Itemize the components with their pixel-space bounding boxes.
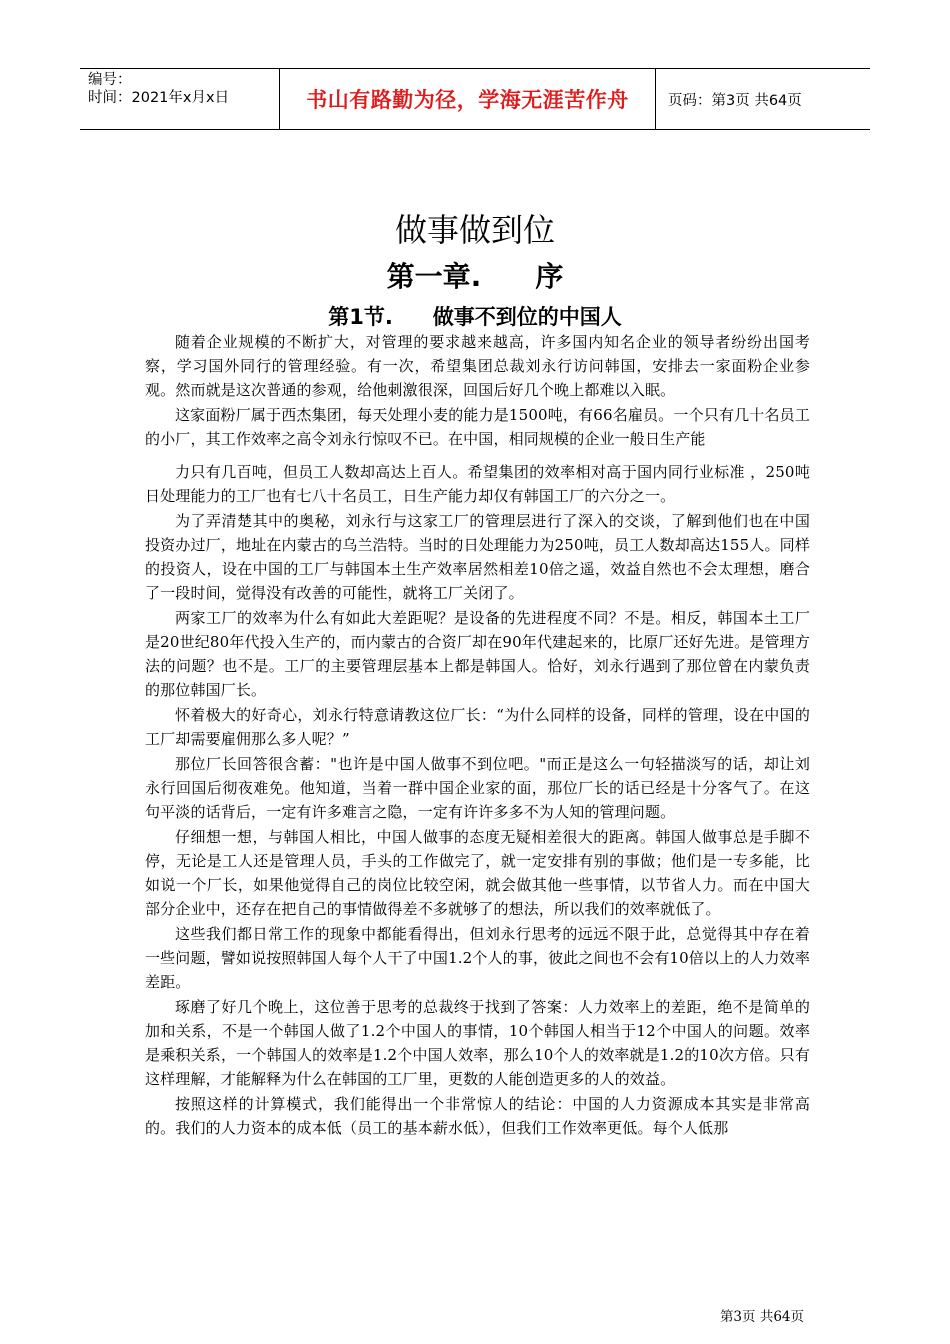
chapter-name: 序 (535, 260, 564, 293)
paragraph: 力只有几百吨，但员工人数却高达上百人。希望集团的效率相对高于国内同行业标准 ，250吨日处理能力的工厂也有七八十名员工，日生产能力却仅有韩国工厂的六分之一。 (145, 463, 810, 505)
chapter-number: 第一章. (386, 260, 482, 293)
header-page-label: 页码：第3页 共64页 (668, 92, 802, 109)
header-meta (80, 69, 280, 129)
section-name: 做事不到位的中国人 (432, 305, 622, 329)
document-title: 做事做到位 (394, 211, 555, 249)
header-motto: 书山有路勤为径，学海无涯苦作舟 (280, 69, 656, 129)
paragraph: 这家面粉厂属于西杰集团，每天处理小麦的能力是1500吨，有66名雇员。一个只有几十名员工的小厂，其工作效率之高令刘永行惊叹不已。在中国，相同规模的企业一般日生产能 (145, 406, 810, 448)
date-label: 时间：2021年x月x日 (88, 90, 230, 106)
page-header (80, 68, 870, 130)
chapter-heading (0, 254, 950, 300)
paragraph: 仔细想一想，与韩国人相比，中国人做事的态度无疑相差很大的距离。韩国人做事总是手脚不停，无论是工人还是管理人员，手头的工作做完了，就一定安排有别的事做；他们是一专多能，比如说一个厂长，如果他觉得自己的岗位比较空闲，就会做其他一些事情，以节省人力。而在中国大部分企业中，还存在把自己的事情做得差不多就够了的想法，所以我们的效率就低了。 (145, 828, 810, 918)
paragraph: 按照这样的计算模式，我们能得出一个非常惊人的结论：中国的人力资源成本其实是非常高的。我们的人力资本的成本低（员工的基本薪水低），但我们工作效率更低。每个人低那 (145, 1095, 810, 1137)
section-heading (0, 300, 950, 334)
paragraph: 为了弄清楚其中的奥秘，刘永行与这家工厂的管理层进行了深入的交谈，了解到他们也在中国投资办过厂，地址在内蒙古的乌兰浩特。当时的日处理能力为250吨，员工人数却高达155人。同样的投资人，设在中国的工厂与韩国本土生产效率居然相差10倍之遥，效益自然也不会太理想，磨合了一段时间，觉得没有改善的可能性，就将工厂关闭了。 (145, 512, 810, 602)
paragraph: 这些我们都日常工作的现象中都能看得出，但刘永行思考的远远不限于此，总觉得其中存在着一些问题，譬如说按照韩国人每个人干了中国1.2个人的事，彼此之间也不会有10倍以上的人力效率差距。 (145, 925, 810, 991)
section-number: 第1节. (328, 305, 393, 329)
paragraph: 随着企业规模的不断扩大，对管理的要求越来越高，许多国内知名企业的领导者纷纷出国考察，学习国外同行的管理经验。有一次，希望集团总裁刘永行访问韩国，安排去一家面粉企业参观。然而就是这次普通的参观，给他刺激很深，回国后好几个晚上都难以入眠。 (145, 333, 810, 399)
paragraph: 琢磨了好几个晚上，这位善于思考的总裁终于找到了答案：人力效率上的差距，绝不是简单的加和关系，不是一个韩国人做了1.2个中国人的事情，10个韩国人相当于12个中国人的问题。效率是乘积关系，一个韩国人的效率是1.2个中国人效率，那么10个人的效率就是1.2的10次方倍。只有这样理解，才能解释为什么在韩国的工厂里，更数的人能创造更多的人的效益。 (145, 998, 810, 1088)
page-footer: 第3页 共64页 (719, 1309, 804, 1325)
number-label: 编号： (88, 72, 132, 88)
paragraph: 两家工厂的效率为什么有如此大差距呢？是设备的先进程度不同？不是。相反，韩国本土工厂是20世纪80年代投入生产的，而内蒙古的合资厂却在90年代建起来的，比原厂还好先进。是管理方法的问题？也不是。工厂的主要管理层基本上都是韩国人。恰好，刘永行遇到了那位曾在内蒙负责的那位韩国厂长。 (145, 609, 810, 699)
body-text (145, 330, 810, 1141)
paragraph: 怀着极大的好奇心，刘永行特意请教这位厂长：“为什么同样的设备，同样的管理，设在中国的工厂却需要雇佣那么多人呢？” (145, 706, 810, 748)
paragraph: 那位厂长回答很含蓄："也许是中国人做事不到位吧。"而正是这么一句轻描淡写的话，却让刘永行回国后彻夜难免。他知道，当着一群中国企业家的面，那位厂长的话已经是十分客气了。在这句平淡的话背后，一定有许多难言之隐，一定有许许多多不为人知的管理问题。 (145, 755, 810, 821)
